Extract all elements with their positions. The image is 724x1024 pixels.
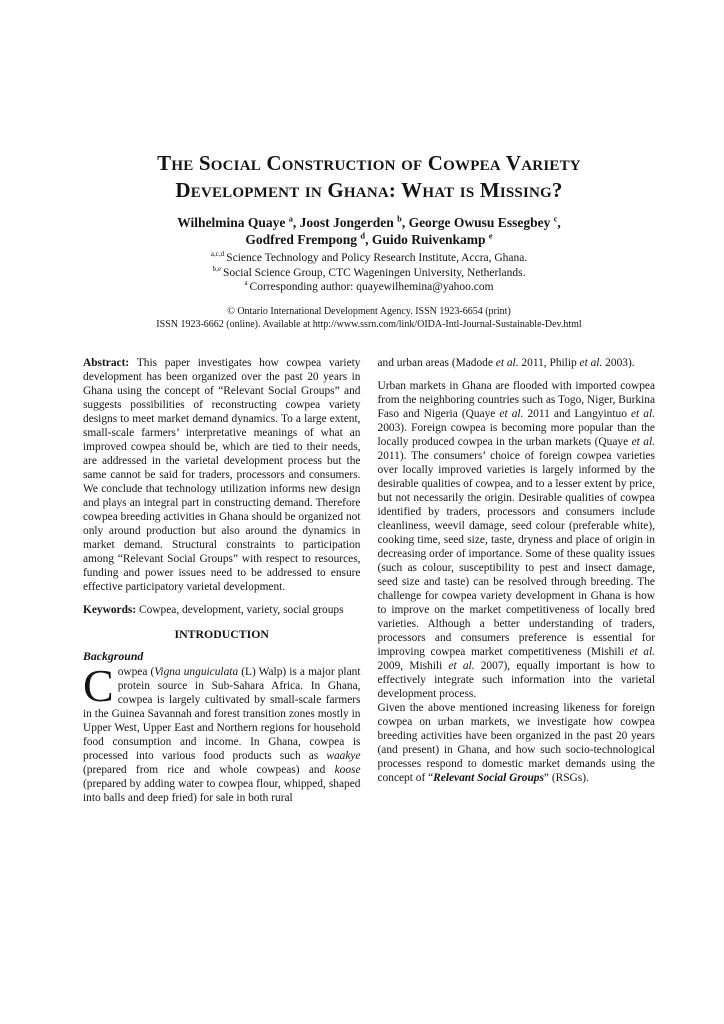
- intro-paragraph: [83, 659, 361, 805]
- corresponding-author-line: [83, 280, 655, 295]
- affiliation-text: Science Technology and Policy Research Institute, Accra, Ghana.: [226, 252, 528, 264]
- body-paragraph-2: Urban markets in Ghana are flooded with imported cowpea from the neighboring countries such as Togo, Niger, Burkina Faso and Nigeria (Quaye et al. 2011 and Langyintuo et al. 2003). Foreign cowpea is becoming more popular than the locally produced cowpea in the urban markets (Quaye et al. 2011). The consumers’ choice of foreign cowpea varieties over locally improved varieties is largely informed by the desirable qualities of cowpea, and to a lesser extent by price, but not necessarily the origin. Desirable qualities of cowpea identified by traders, processors and consumers include cleanliness, weevil damage, seed colour (preferable white), cooking time, seed size, taste, dryness and place of origin in decreasing order of importance. Some of these quality issues (such as colour, susceptibility to pest and insect damage, seed size and taste) can be resolved through breeding. The challenge for cowpea variety development in Ghana is how to improve on the market competitiveness of locally bred varieties. Although a better understanding of traders, processors and consumers preference is essential for improving cowpea market competitiveness (Mishili et al. 2009, Mishili et al. 2007), equally important is how to effectively integrate such information into the varietal development process.: [377, 379, 655, 700]
- affiliation-text: Social Science Group, CTC Wageningen University, Netherlands.: [223, 266, 526, 279]
- right-column: [378, 356, 656, 805]
- keywords-paragraph: Keywords: Cowpea, development, variety, social groups: [83, 603, 344, 616]
- two-column-body: [83, 356, 655, 805]
- affiliations: [83, 251, 655, 295]
- subsection-heading-background: Background: [83, 648, 144, 663]
- affiliation-line: [83, 266, 655, 281]
- body-paragraph-3: Given the above mentioned increasing likeness for foreign cowpea on urban markets, we investigate how cowpea breeding activities have been organized in the past 20 years (and present) in Ghana, and how such socio-technological processes respond to domestic market demands using the concept of “Relevant Social Groups” (RSGs).: [377, 701, 655, 784]
- copyright-issn-line: © Ontario International Development Agency. ISSN 1923-6654 (print): [227, 305, 511, 317]
- left-column: [83, 356, 361, 805]
- author-line1: Wilhelmina Quaye $^a$, Joost Jongerden $^b$, George Owusu Essegbey $^c$,: [177, 214, 561, 230]
- paper-title-line1: The Social Construction of Cowpea Variety: [157, 151, 581, 175]
- body-paragraph-1: and urban areas (Madode et al. 2011, Philip et al. 2003).: [377, 356, 635, 369]
- author-line2: Godfred Frempong $^d$, Guido Ruivenkamp $^e$: [245, 231, 493, 247]
- intro-paragraph-text: owpea (Vigna unguiculata (L) Walp) is a major plant protein source in Sub-Sahara Africa. In Ghana, cowpea is largely cultivated by small-scale farmers in the Guinea Savannah and forest transition zones mostly in Upper West, Upper East and Northern regions for household food consumption and income. In Ghana, cowpea is processed into various food products such as waakye (prepared from rice and whole cowpeas) and koose (prepared by adding water to cowpea flour, whipped, shaped into balls and deep fried) for sale in both rural: [83, 665, 361, 804]
- affiliation-sup: b,e: [212, 264, 222, 273]
- affiliation-sup: a: [244, 279, 248, 288]
- paper-title: [83, 150, 655, 204]
- paper-title-line2: Development in Ghana: What is Missing?: [175, 178, 563, 202]
- dropcap-letter: C: [83, 659, 114, 711]
- issn-online-url-line: ISSN 1923-6662 (online). Available at http://www.ssrn.com/link/OIDA-Intl-Journal-Sustainable-Dev.html: [156, 318, 582, 330]
- affiliation-sup: a,c,d: [210, 250, 225, 259]
- abstract-paragraph: Abstract: This paper investigates how cowpea variety development has been organized over the past 20 years in Ghana using the concept of “Relevant Social Groups” and suggests possibilities of reconstructing cowpea variety designs to meet market demand dynamics. To a large extent, small-scale farmers’ interpretative meanings of what an improved cowpea should be, which are tied to their needs, are addressed in the varietal development process but the same cannot be said for traders, processors and consumers. We conclude that technology utilization informs new design and plays an integral part in constructing demand. Therefore cowpea breeding activities in Ghana should be organized not only around production but also around the dynamics in market demand. Structural constraints to participation among “Relevant Social Groups” with respect to resources, funding and power issues need to be addressed to ensure effective participatory varietal development.: [83, 356, 361, 593]
- section-heading-introduction: INTRODUCTION: [174, 626, 269, 641]
- journal-imprint: [83, 305, 655, 331]
- corresponding-author-text: Corresponding author: quayewilhemina@yahoo.com: [249, 281, 494, 293]
- affiliation-line: [83, 251, 655, 266]
- author-list: [83, 215, 655, 248]
